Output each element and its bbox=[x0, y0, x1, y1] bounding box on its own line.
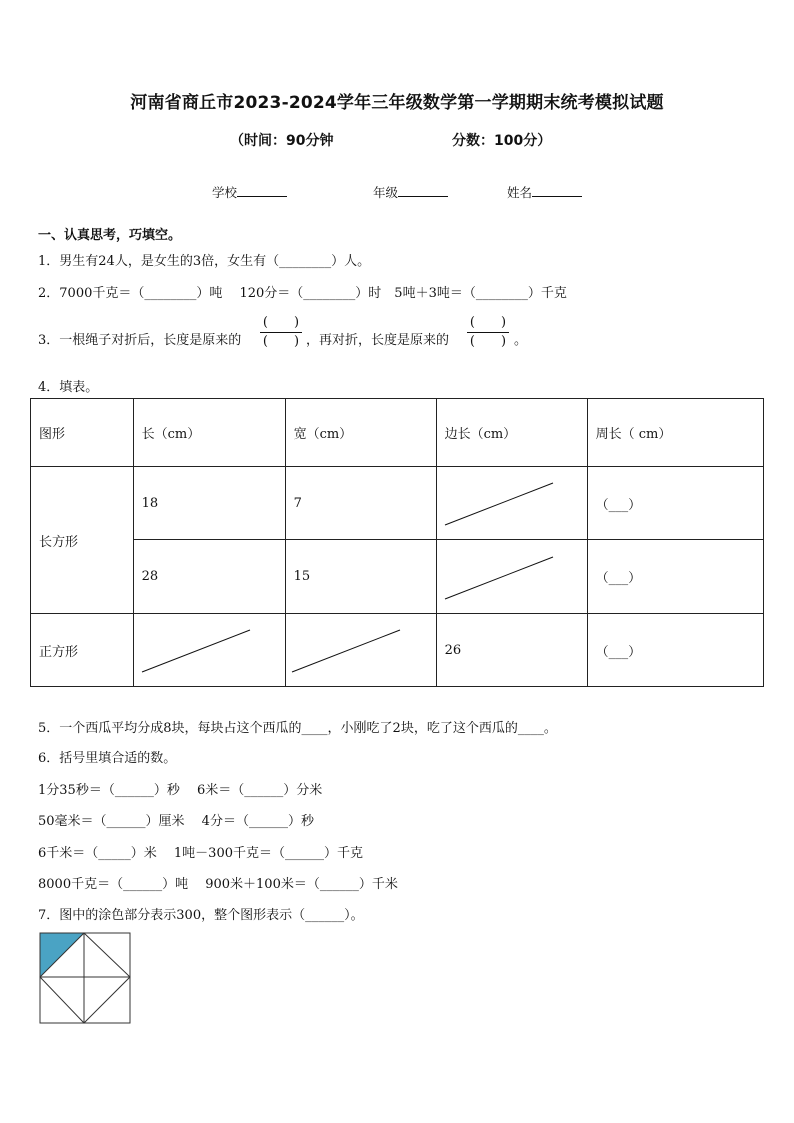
cell-width: 7 bbox=[285, 467, 436, 540]
question-6: 6．括号里填合适的数。 bbox=[38, 751, 177, 766]
rect-label: 长方形 bbox=[31, 467, 134, 614]
grade-field: 年级 bbox=[373, 183, 448, 201]
cell-side-na bbox=[436, 540, 587, 614]
question-2: 2．7000千克＝（________）吨 120分＝（________）时 5吨＋3吨＝（________）千克 bbox=[38, 286, 567, 301]
cell-side: 26 bbox=[436, 614, 587, 687]
table-row bbox=[31, 467, 764, 540]
header-side: 边长（cm） bbox=[436, 399, 587, 467]
header-perimeter: 周长（ cm） bbox=[587, 399, 763, 467]
fraction-blank-1: ( ) ( ) bbox=[258, 316, 304, 349]
question-5: 5．一个西瓜平均分成8块，每块占这个西瓜的____，小刚吃了2块，吃了这个西瓜的____。 bbox=[38, 721, 557, 736]
name-field: 姓名 bbox=[507, 183, 582, 201]
table-header-row bbox=[31, 399, 764, 467]
cell-side-na bbox=[436, 467, 587, 540]
cell-length-na bbox=[133, 614, 285, 687]
fraction-blank-2: ( ) ( ) bbox=[465, 316, 511, 349]
question-6-line: 6千米＝（_____）米 1吨－300千克＝（______）千克 bbox=[38, 846, 363, 861]
question-3-text-a: 3．一根绳子对折后，长度是原来的 bbox=[38, 333, 242, 348]
fill-table bbox=[30, 398, 764, 687]
slash-mark bbox=[437, 467, 587, 539]
page-title: 河南省商丘市2023-2024学年三年级数学第一学期期末统考模拟试题 bbox=[130, 93, 664, 113]
question-3-text-b: ，再对折，长度是原来的 bbox=[306, 333, 450, 348]
header-length: 长（cm） bbox=[133, 399, 285, 467]
cell-perimeter: （___） bbox=[587, 540, 763, 614]
header-width: 宽（cm） bbox=[285, 399, 436, 467]
question-7: 7．图中的涂色部分表示300，整个图形表示（______）。 bbox=[38, 908, 364, 923]
cell-perimeter: （___） bbox=[587, 614, 763, 687]
shaded-square-figure bbox=[38, 931, 132, 1025]
school-field: 学校 bbox=[212, 183, 287, 201]
exam-score: 分数：100分） bbox=[452, 133, 552, 149]
question-6-line: 1分35秒＝（______）秒 6米＝（______）分米 bbox=[38, 783, 323, 798]
question-4: 4．填表。 bbox=[38, 380, 99, 395]
question-1: 1．男生有24人，是女生的3倍，女生有（________）人。 bbox=[38, 254, 371, 269]
slash-mark bbox=[286, 614, 436, 686]
slash-mark bbox=[134, 614, 284, 686]
cell-length: 18 bbox=[133, 467, 285, 540]
slash-mark bbox=[437, 541, 587, 613]
cell-width: 15 bbox=[285, 540, 436, 614]
square-label: 正方形 bbox=[31, 614, 134, 687]
cell-length: 28 bbox=[133, 540, 285, 614]
cell-perimeter: （___） bbox=[587, 467, 763, 540]
header-shape: 图形 bbox=[31, 399, 134, 467]
exam-time: （时间：90分钟 bbox=[230, 133, 334, 149]
table-row bbox=[31, 540, 764, 614]
question-3-text-c: 。 bbox=[514, 333, 528, 348]
table-row bbox=[31, 614, 764, 687]
question-6-line: 50毫米＝（______）厘米 4分＝（______）秒 bbox=[38, 814, 314, 829]
section-heading: 一、认真思考，巧填空。 bbox=[38, 228, 182, 243]
question-6-line: 8000千克＝（______）吨 900米＋100米＝（______）千米 bbox=[38, 877, 398, 892]
cell-width-na bbox=[285, 614, 436, 687]
